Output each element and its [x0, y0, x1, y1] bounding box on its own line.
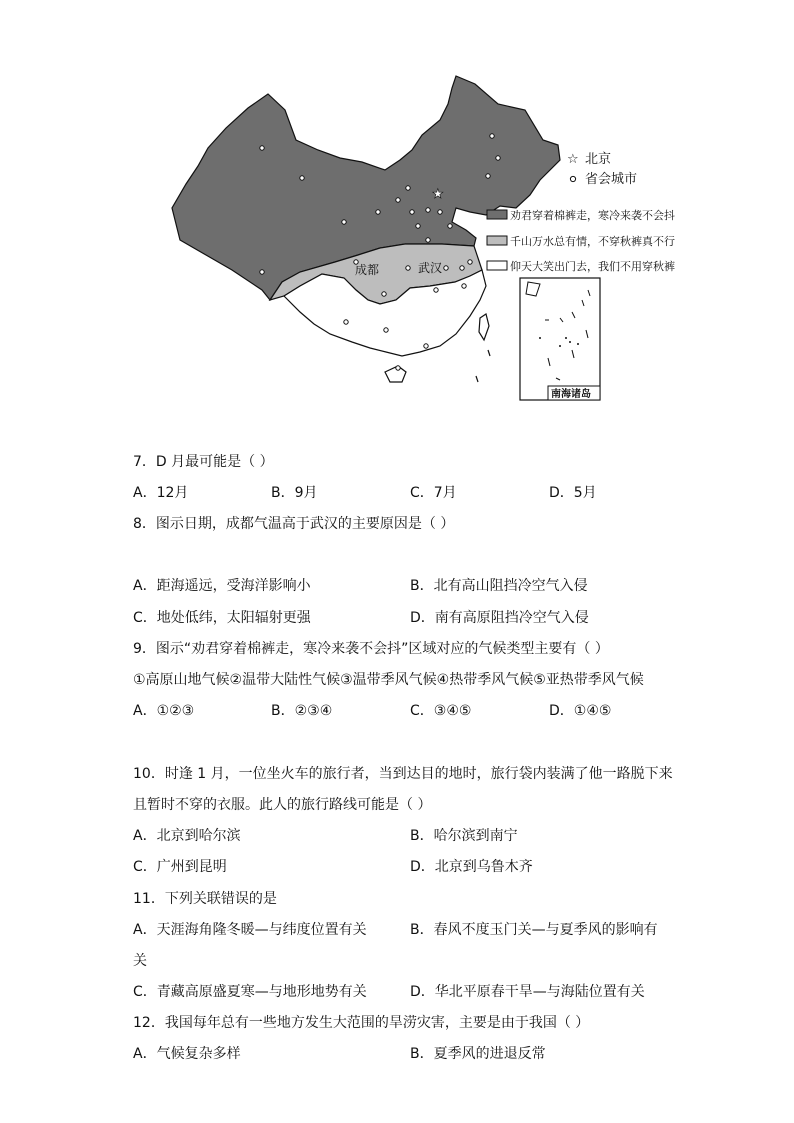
- question-12-stem: 12．我国每年总有一些地方发生大范围的旱涝灾害，主要是由于我国（ ）: [133, 1015, 590, 1031]
- legend-city-label: 省会城市: [585, 172, 638, 187]
- q11-option-b[interactable]: B．春风不度玉门关—与夏季风的影响有: [410, 922, 658, 938]
- q8-option-a[interactable]: A．距海遥远，受海洋影响小: [133, 578, 311, 594]
- question-8-stem: 8．图示日期，成都气温高于武汉的主要原因是（ ）: [133, 516, 455, 532]
- q8-option-b[interactable]: B．北有高山阻挡冷空气入侵: [410, 578, 588, 594]
- q9-option-b[interactable]: B．②③④: [271, 703, 333, 719]
- q11-option-d[interactable]: D．华北平原春干旱—与海陆位置有关: [410, 984, 645, 1000]
- question-10-stem-line2: 且暂时不穿的衣服。此人的旅行路线可能是（ ）: [133, 797, 432, 813]
- q10-option-b[interactable]: B．哈尔滨到南宁: [410, 828, 518, 844]
- q10-option-c[interactable]: C．广州到昆明: [133, 859, 227, 875]
- label-chengdu: 成都: [355, 263, 380, 277]
- legend-swatch-warm: [487, 261, 507, 270]
- question-10-stem: 10．时逢 1 月，一位坐火车的旅行者，当到达目的地时，旅行袋内装满了他一路脱下来: [133, 766, 673, 782]
- q8-option-c[interactable]: C．地处低纬，太阳辐射更强: [133, 610, 311, 626]
- question-11-stem: 11．下列关联错误的是: [133, 891, 277, 907]
- q11-option-a[interactable]: A．天涯海角隆冬暖—与纬度位置有关: [133, 922, 367, 938]
- legend-label-warm: 仰天大笑出门去，我们不用穿秋裤: [510, 260, 675, 273]
- q7-option-c[interactable]: C．7月: [410, 485, 457, 501]
- taiwan-island: [479, 314, 489, 340]
- q11-option-b-wrap: 关: [133, 953, 147, 969]
- q11-option-c[interactable]: C．青藏高原盛夏寒—与地形地势有关: [133, 984, 367, 1000]
- legend-swatch-chilly: [487, 236, 507, 245]
- legend-capital-label: 北京: [585, 152, 612, 167]
- question-7-stem: 7．D 月最可能是（ ）: [133, 454, 274, 470]
- legend-city-icon: [570, 176, 575, 181]
- q12-option-b[interactable]: B．夏季风的进退反常: [410, 1046, 546, 1062]
- china-climate-map: [0, 0, 794, 410]
- beijing-star-icon: ★: [432, 187, 444, 202]
- south-china-sea-inset: [520, 278, 600, 400]
- q9-option-d[interactable]: D．①④⑤: [549, 703, 612, 719]
- q10-option-a[interactable]: A．北京到哈尔滨: [133, 828, 241, 844]
- label-wuhan: 武汉: [418, 261, 443, 275]
- question-9-stem: 9．图示“劝君穿着棉裤走，寒冷来袭不会抖”区域对应的气候类型主要有（ ）: [133, 641, 609, 657]
- q12-option-a[interactable]: A．气候复杂多样: [133, 1046, 241, 1062]
- question-9-choices: ①高原山地气候②温带大陆性气候③温带季风气候④热带季风气候⑤亚热带季风气候: [133, 672, 644, 688]
- q7-option-a[interactable]: A．12月: [133, 485, 189, 501]
- q8-option-d[interactable]: D．南有高原阻挡冷空气入侵: [410, 610, 589, 626]
- q9-option-a[interactable]: A．①②③: [133, 703, 195, 719]
- legend-capital-icon: ☆: [567, 152, 579, 167]
- q7-option-d[interactable]: D．5月: [549, 485, 597, 501]
- q10-option-d[interactable]: D．北京到乌鲁木齐: [410, 859, 533, 875]
- inset-label: 南海诸岛: [551, 389, 591, 400]
- q7-option-b[interactable]: B．9月: [271, 485, 318, 501]
- legend-label-cold: 劝君穿着棉裤走，寒冷来袭不会抖: [510, 209, 675, 222]
- legend-swatch-cold: [487, 210, 507, 219]
- legend-label-chilly: 千山万水总有情，不穿秋裤真不行: [510, 235, 675, 248]
- q9-option-c[interactable]: C．③④⑤: [410, 703, 472, 719]
